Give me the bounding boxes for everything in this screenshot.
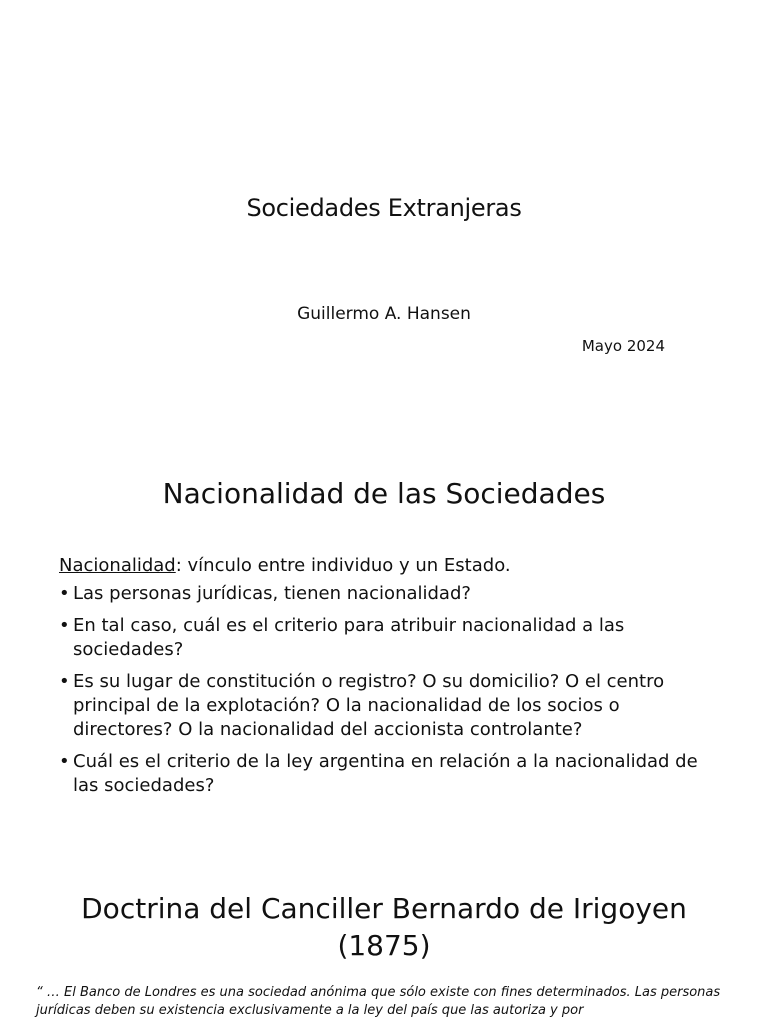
slide-doctrina <box>0 864 768 1024</box>
bullet-item: • Cuál es el criterio de la ley argentina en relación a la nacionalidad de las sociedades? <box>59 750 709 798</box>
definition-text: : vínculo entre individuo y un Estado. <box>175 555 511 576</box>
slide-title <box>0 0 768 432</box>
slide-nacionalidad <box>0 432 768 864</box>
bullet-item: • Es su lugar de constitución o registro? O su domicilio? O el centro principal de la explotación? O la nacionalidad de los socios o directores? O la nacionalidad del accionista controlante? <box>59 670 709 742</box>
slide-heading: Nacionalidad de las Sociedades <box>162 477 606 510</box>
slide-heading <box>0 890 768 964</box>
slide-body <box>59 554 709 806</box>
quote-text: “ … El Banco de Londres es una sociedad anónima que sólo existe con fines determinados. Las personas jurídicas deben su existencia exclusivamente a la ley del país que las autoriza y por <box>36 985 721 1018</box>
definition-line <box>59 554 709 578</box>
author-name: Guillermo A. Hansen <box>297 304 471 324</box>
bullet-item: • Las personas jurídicas, tienen nacionalidad? <box>59 582 709 606</box>
bullet-list <box>59 582 709 798</box>
heading-line: (1875) <box>337 929 431 962</box>
heading-line: Doctrina del Canciller Bernardo de Irigoyen <box>81 892 687 925</box>
presentation-date: Mayo 2024 <box>581 337 665 355</box>
presentation-title: Sociedades Extranjeras <box>246 194 522 222</box>
bullet-item: • En tal caso, cuál es el criterio para atribuir nacionalidad a las sociedades? <box>59 614 709 662</box>
definition-term: Nacionalidad <box>59 555 176 576</box>
